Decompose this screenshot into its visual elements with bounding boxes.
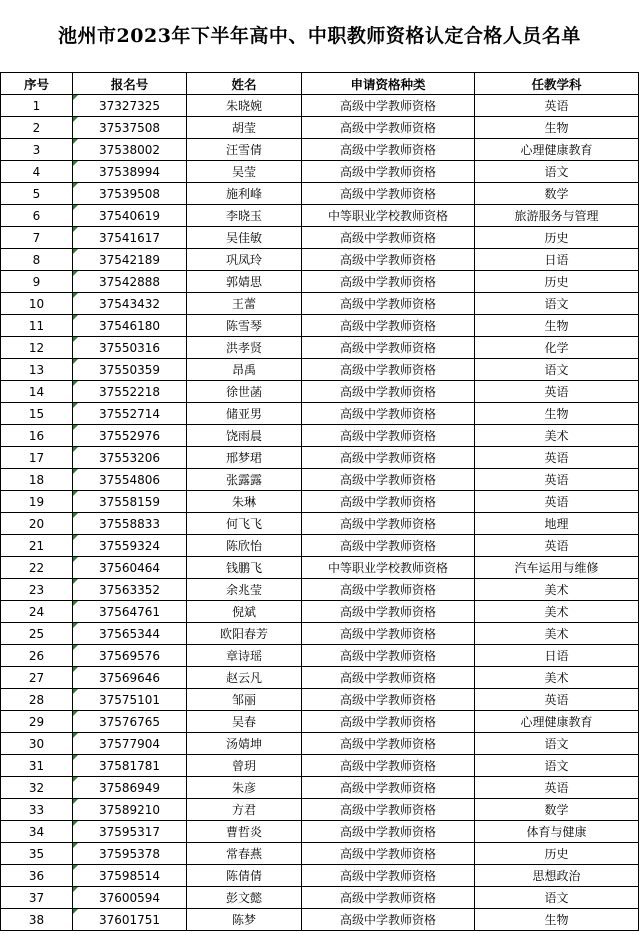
cell-subject: 语文: [475, 733, 639, 755]
cell-subject: 生物: [475, 315, 639, 337]
cell-subject: 语文: [475, 293, 639, 315]
cell-seq: 20: [1, 513, 73, 535]
table-row: [1, 337, 639, 359]
cell-seq: 25: [1, 623, 73, 645]
cell-reg-no: 37552218: [73, 381, 187, 403]
table-row: [1, 161, 639, 183]
cell-name: 赵云凡: [187, 667, 302, 689]
cell-subject: 历史: [475, 843, 639, 865]
cell-reg-no: 37537508: [73, 117, 187, 139]
cell-reg-no: 37569646: [73, 667, 187, 689]
table-row: [1, 139, 639, 161]
cell-name: 储亚男: [187, 403, 302, 425]
cell-reg-no: 37541617: [73, 227, 187, 249]
cell-reg-no: 37542189: [73, 249, 187, 271]
cell-subject: 美术: [475, 601, 639, 623]
cell-seq: 33: [1, 799, 73, 821]
table-row: [1, 227, 639, 249]
cell-qualification: 高级中学教师资格: [302, 381, 475, 403]
cell-qualification: 中等职业学校教师资格: [302, 557, 475, 579]
cell-subject: 美术: [475, 623, 639, 645]
cell-seq: 9: [1, 271, 73, 293]
cell-subject: 化学: [475, 337, 639, 359]
table-row: [1, 645, 639, 667]
cell-subject: 日语: [475, 249, 639, 271]
cell-name: 陈梦: [187, 909, 302, 931]
cell-subject: 心理健康教育: [475, 711, 639, 733]
table-row: [1, 491, 639, 513]
cell-reg-no: 37589210: [73, 799, 187, 821]
cell-seq: 16: [1, 425, 73, 447]
table-row: [1, 249, 639, 271]
cell-reg-no: 37560464: [73, 557, 187, 579]
cell-reg-no: 37539508: [73, 183, 187, 205]
cell-name: 吴佳敏: [187, 227, 302, 249]
table-row: [1, 117, 639, 139]
cell-name: 洪孝贤: [187, 337, 302, 359]
cell-qualification: 高级中学教师资格: [302, 359, 475, 381]
cell-name: 朱琳: [187, 491, 302, 513]
table-row: [1, 667, 639, 689]
cell-seq: 17: [1, 447, 73, 469]
cell-qualification: 高级中学教师资格: [302, 469, 475, 491]
cell-qualification: 高级中学教师资格: [302, 689, 475, 711]
cell-name: 王蕾: [187, 293, 302, 315]
cell-subject: 心理健康教育: [475, 139, 639, 161]
cell-qualification: 高级中学教师资格: [302, 293, 475, 315]
cell-reg-no: 37542888: [73, 271, 187, 293]
table-row: [1, 711, 639, 733]
header-name: 姓名: [187, 73, 302, 95]
cell-qualification: 高级中学教师资格: [302, 645, 475, 667]
cell-subject: 语文: [475, 161, 639, 183]
cell-name: 欧阳春芳: [187, 623, 302, 645]
cell-subject: 日语: [475, 645, 639, 667]
cell-subject: 体育与健康: [475, 821, 639, 843]
cell-seq: 34: [1, 821, 73, 843]
cell-reg-no: 37550316: [73, 337, 187, 359]
table-row: [1, 425, 639, 447]
cell-qualification: 高级中学教师资格: [302, 513, 475, 535]
cell-qualification: 高级中学教师资格: [302, 579, 475, 601]
cell-name: 常春燕: [187, 843, 302, 865]
table-row: [1, 821, 639, 843]
cell-seq: 28: [1, 689, 73, 711]
cell-seq: 27: [1, 667, 73, 689]
cell-qualification: 高级中学教师资格: [302, 777, 475, 799]
cell-name: 邢梦珺: [187, 447, 302, 469]
cell-name: 汤婧坤: [187, 733, 302, 755]
cell-qualification: 高级中学教师资格: [302, 843, 475, 865]
cell-name: 曹哲炎: [187, 821, 302, 843]
cell-name: 吴莹: [187, 161, 302, 183]
cell-name: 钱鹏飞: [187, 557, 302, 579]
cell-reg-no: 37595378: [73, 843, 187, 865]
qualified-personnel-table: [0, 72, 639, 931]
cell-reg-no: 37564761: [73, 601, 187, 623]
table-row: [1, 865, 639, 887]
cell-qualification: 高级中学教师资格: [302, 667, 475, 689]
cell-reg-no: 37586949: [73, 777, 187, 799]
cell-subject: 英语: [475, 381, 639, 403]
cell-subject: 语文: [475, 755, 639, 777]
cell-seq: 4: [1, 161, 73, 183]
cell-qualification: 高级中学教师资格: [302, 733, 475, 755]
cell-seq: 13: [1, 359, 73, 381]
cell-reg-no: 37550359: [73, 359, 187, 381]
cell-reg-no: 37552976: [73, 425, 187, 447]
cell-seq: 12: [1, 337, 73, 359]
cell-qualification: 高级中学教师资格: [302, 711, 475, 733]
cell-name: 曾玥: [187, 755, 302, 777]
cell-seq: 6: [1, 205, 73, 227]
cell-qualification: 高级中学教师资格: [302, 139, 475, 161]
table-row: [1, 95, 639, 117]
cell-seq: 32: [1, 777, 73, 799]
cell-reg-no: 37540619: [73, 205, 187, 227]
table-row: [1, 271, 639, 293]
cell-name: 陈倩倩: [187, 865, 302, 887]
cell-reg-no: 37598514: [73, 865, 187, 887]
cell-subject: 旅游服务与管理: [475, 205, 639, 227]
table-row: [1, 205, 639, 227]
table-row: [1, 799, 639, 821]
cell-seq: 14: [1, 381, 73, 403]
table-row: [1, 777, 639, 799]
cell-seq: 37: [1, 887, 73, 909]
table-row: [1, 183, 639, 205]
table-body: [1, 95, 639, 931]
cell-reg-no: 37600594: [73, 887, 187, 909]
cell-qualification: 高级中学教师资格: [302, 821, 475, 843]
table-row: [1, 403, 639, 425]
cell-subject: 美术: [475, 425, 639, 447]
cell-qualification: 高级中学教师资格: [302, 755, 475, 777]
cell-reg-no: 37581781: [73, 755, 187, 777]
header-subject: 任教学科: [475, 73, 639, 95]
cell-name: 陈雪琴: [187, 315, 302, 337]
header-reg-no: 报名号: [73, 73, 187, 95]
cell-subject: 英语: [475, 535, 639, 557]
cell-name: 饶雨晨: [187, 425, 302, 447]
cell-reg-no: 37553206: [73, 447, 187, 469]
table-row: [1, 535, 639, 557]
cell-name: 陈欣怡: [187, 535, 302, 557]
table-row: [1, 689, 639, 711]
table-row: [1, 909, 639, 931]
cell-name: 倪斌: [187, 601, 302, 623]
cell-seq: 2: [1, 117, 73, 139]
cell-subject: 英语: [475, 491, 639, 513]
cell-subject: 美术: [475, 579, 639, 601]
cell-seq: 8: [1, 249, 73, 271]
cell-qualification: 中等职业学校教师资格: [302, 205, 475, 227]
cell-reg-no: 37577904: [73, 733, 187, 755]
cell-reg-no: 37563352: [73, 579, 187, 601]
table-row: [1, 447, 639, 469]
table-row: [1, 843, 639, 865]
cell-seq: 36: [1, 865, 73, 887]
cell-seq: 15: [1, 403, 73, 425]
cell-seq: 31: [1, 755, 73, 777]
cell-name: 李晓玉: [187, 205, 302, 227]
cell-name: 余兆莹: [187, 579, 302, 601]
cell-reg-no: 37327325: [73, 95, 187, 117]
cell-subject: 英语: [475, 469, 639, 491]
cell-name: 施利峰: [187, 183, 302, 205]
cell-subject: 数学: [475, 183, 639, 205]
cell-name: 巩凤玲: [187, 249, 302, 271]
cell-name: 昂禹: [187, 359, 302, 381]
cell-qualification: 高级中学教师资格: [302, 535, 475, 557]
cell-subject: 汽车运用与维修: [475, 557, 639, 579]
table-row: [1, 315, 639, 337]
cell-seq: 38: [1, 909, 73, 931]
cell-qualification: 高级中学教师资格: [302, 447, 475, 469]
cell-seq: 26: [1, 645, 73, 667]
cell-reg-no: 37554806: [73, 469, 187, 491]
cell-subject: 生物: [475, 117, 639, 139]
cell-seq: 24: [1, 601, 73, 623]
cell-qualification: 高级中学教师资格: [302, 161, 475, 183]
cell-reg-no: 37569576: [73, 645, 187, 667]
cell-subject: 英语: [475, 777, 639, 799]
cell-reg-no: 37559324: [73, 535, 187, 557]
cell-subject: 历史: [475, 271, 639, 293]
cell-seq: 3: [1, 139, 73, 161]
cell-qualification: 高级中学教师资格: [302, 909, 475, 931]
cell-reg-no: 37546180: [73, 315, 187, 337]
table-row: [1, 623, 639, 645]
cell-subject: 英语: [475, 95, 639, 117]
table-row: [1, 359, 639, 381]
cell-name: 朱彦: [187, 777, 302, 799]
cell-name: 朱晓婉: [187, 95, 302, 117]
cell-seq: 29: [1, 711, 73, 733]
cell-qualification: 高级中学教师资格: [302, 623, 475, 645]
cell-name: 吴春: [187, 711, 302, 733]
cell-seq: 30: [1, 733, 73, 755]
cell-reg-no: 37538002: [73, 139, 187, 161]
table-row: [1, 381, 639, 403]
table-row: [1, 469, 639, 491]
cell-subject: 历史: [475, 227, 639, 249]
page-title: 池州市2023年下半年高中、中职教师资格认定合格人员名单: [58, 25, 581, 47]
table-row: [1, 579, 639, 601]
cell-name: 方君: [187, 799, 302, 821]
table-row: [1, 293, 639, 315]
cell-qualification: 高级中学教师资格: [302, 887, 475, 909]
cell-seq: 23: [1, 579, 73, 601]
cell-qualification: 高级中学教师资格: [302, 601, 475, 623]
cell-seq: 11: [1, 315, 73, 337]
table-row: [1, 887, 639, 909]
cell-qualification: 高级中学教师资格: [302, 403, 475, 425]
cell-qualification: 高级中学教师资格: [302, 95, 475, 117]
cell-name: 邹丽: [187, 689, 302, 711]
cell-subject: 生物: [475, 403, 639, 425]
table-row: [1, 733, 639, 755]
cell-qualification: 高级中学教师资格: [302, 425, 475, 447]
cell-qualification: 高级中学教师资格: [302, 271, 475, 293]
cell-reg-no: 37595317: [73, 821, 187, 843]
cell-seq: 5: [1, 183, 73, 205]
cell-reg-no: 37538994: [73, 161, 187, 183]
cell-qualification: 高级中学教师资格: [302, 491, 475, 513]
cell-seq: 19: [1, 491, 73, 513]
cell-qualification: 高级中学教师资格: [302, 117, 475, 139]
cell-subject: 语文: [475, 887, 639, 909]
cell-reg-no: 37543432: [73, 293, 187, 315]
cell-reg-no: 37576765: [73, 711, 187, 733]
header-seq: 序号: [1, 73, 73, 95]
table-row: [1, 557, 639, 579]
cell-seq: 1: [1, 95, 73, 117]
header-qualification: 申请资格种类: [302, 73, 475, 95]
cell-reg-no: 37552714: [73, 403, 187, 425]
cell-seq: 35: [1, 843, 73, 865]
cell-seq: 18: [1, 469, 73, 491]
cell-reg-no: 37575101: [73, 689, 187, 711]
cell-subject: 思想政治: [475, 865, 639, 887]
cell-reg-no: 37558159: [73, 491, 187, 513]
cell-seq: 22: [1, 557, 73, 579]
cell-reg-no: 37565344: [73, 623, 187, 645]
cell-subject: 英语: [475, 689, 639, 711]
cell-qualification: 高级中学教师资格: [302, 799, 475, 821]
cell-subject: 地理: [475, 513, 639, 535]
cell-name: 徐世菡: [187, 381, 302, 403]
cell-name: 郭婧思: [187, 271, 302, 293]
cell-qualification: 高级中学教师资格: [302, 249, 475, 271]
cell-subject: 美术: [475, 667, 639, 689]
cell-qualification: 高级中学教师资格: [302, 315, 475, 337]
cell-seq: 10: [1, 293, 73, 315]
cell-subject: 语文: [475, 359, 639, 381]
cell-name: 彭文懿: [187, 887, 302, 909]
cell-subject: 英语: [475, 447, 639, 469]
cell-reg-no: 37601751: [73, 909, 187, 931]
cell-name: 张露露: [187, 469, 302, 491]
cell-qualification: 高级中学教师资格: [302, 227, 475, 249]
table-row: [1, 601, 639, 623]
cell-name: 汪雪倩: [187, 139, 302, 161]
cell-qualification: 高级中学教师资格: [302, 183, 475, 205]
cell-subject: 数学: [475, 799, 639, 821]
cell-name: 何飞飞: [187, 513, 302, 535]
cell-seq: 21: [1, 535, 73, 557]
table-row: [1, 513, 639, 535]
cell-qualification: 高级中学教师资格: [302, 865, 475, 887]
cell-subject: 生物: [475, 909, 639, 931]
cell-seq: 7: [1, 227, 73, 249]
table-header-row: [1, 73, 639, 95]
cell-reg-no: 37558833: [73, 513, 187, 535]
cell-name: 胡莹: [187, 117, 302, 139]
cell-qualification: 高级中学教师资格: [302, 337, 475, 359]
table-row: [1, 755, 639, 777]
cell-name: 章诗瑶: [187, 645, 302, 667]
